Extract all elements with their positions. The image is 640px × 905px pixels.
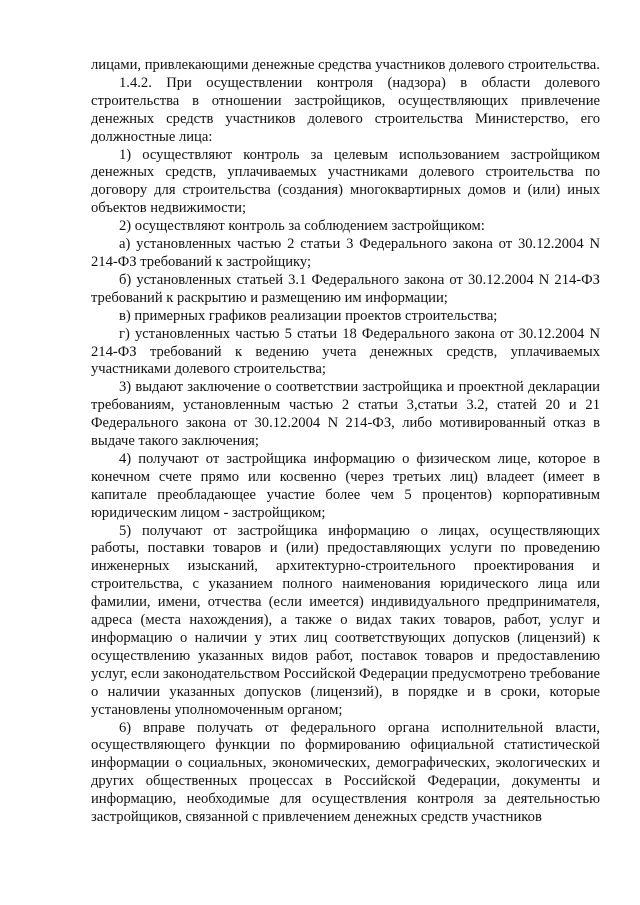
paragraph-subitem-g: г) установленных частью 5 статьи 18 Федерального закона от 30.12.2004 N 214-ФЗ требований к ведению учета денежных средств, уплачиваемых участниками долевого строительства; [91, 325, 600, 378]
paragraph-subitem-a: а) установленных частью 2 статьи 3 Федерального закона от 30.12.2004 N 214-ФЗ требований к застройщику; [91, 236, 600, 270]
paragraph-item-1: 1) осуществляют контроль за целевым использованием застройщиком денежных средств, уплачиваемых участниками долевого строительства по договору для строительства (создания) многоквартирных домов и (или) иных объектов недвижимости; [91, 146, 600, 217]
paragraph-item-5: 5) получают от застройщика информацию о лицах, осуществляющих работы, поставки товаров и (или) предоставляющих услуги по проведению инженерных изысканий, архитектурно-строительного проектирования и строительства, с указанием полного наименования юридического лица или фамилии, имени, отчества (если имеется) индивидуального предпринимателя, адреса (места нахождения), а также о видах таких товаров, работ, услуг и информацию о наличии у этих лиц соответствующих допусков (лицензий) к осуществлению указанных видов работ, поставок товаров и предоставлению услуг, если законодательством Российской Федерации предусмотрено требование о наличии указанных допусков (лицензий), в порядке и в сроки, которые установлены уполномоченным органом; [91, 522, 600, 718]
paragraph-item-3: 3) выдают заключение о соответствии застройщика и проектной декларации требованиям, установленным частью 2 статьи 3,статьи 3.2, статей 20 и 21 Федерального закона от 30.12.2004 N 214-ФЗ, либо мотивированный отказ в выдаче такого заключения; [91, 379, 600, 450]
paragraph-continuation: лицами, привлекающими денежные средства участников долевого строительства. [91, 57, 600, 73]
paragraph-subitem-b: б) установленных статьей 3.1 Федерального закона от 30.12.2004 N 214-ФЗ требований к раскрытию и размещению им информации; [91, 271, 600, 306]
paragraph-item-4: 4) получают от застройщика информацию о физическом лице, которое в конечном счете прямо или косвенно (через третьих лиц) владеет (имеет в капитале преобладающее участие более чем 5 процентов) корпоративным юридическим лицом - застройщиком; [91, 450, 600, 521]
paragraph-subitem-v: в) примерных графиков реализации проектов строительства; [119, 307, 498, 324]
paragraph-item-2: 2) осуществляют контроль за соблюдением застройщиком: [119, 218, 485, 235]
paragraph-section-1-4-2: 1.4.2. При осуществлении контроля (надзора) в области долевого строительства в отношении застройщиков, осуществляющих привлечение денежных средств участников долевого строительства Министерство, его должностные лица: [91, 74, 600, 145]
paragraph-item-6: 6) вправе получать от федерального органа исполнительной власти, осуществляющего функции по формированию официальной статистической информации о социальных, экономических, демографических, экологических и других общественных процессах в Российской Федерации, документы и информацию, необходимые для осуществления контроля за деятельностью застройщиков, связанной с привлечением денежных средств участников [91, 719, 600, 826]
